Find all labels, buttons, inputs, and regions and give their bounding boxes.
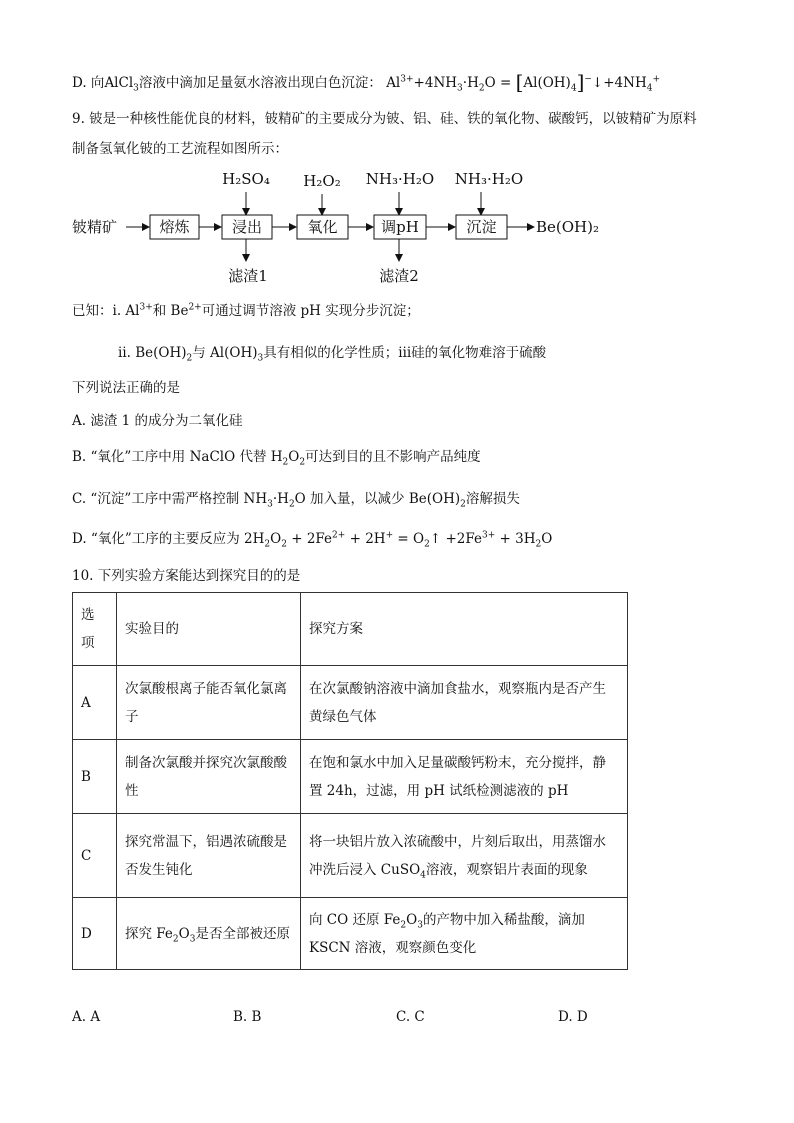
flow-reagent-precip: NH₃·H₂O — [454, 170, 524, 188]
header-option: 选 项 — [73, 593, 117, 666]
flow-reagent-oxidize: H₂O₂ — [303, 172, 341, 190]
table-header-row — [73, 593, 628, 666]
q9-option-b: B. “氧化”工序中用 NaClO 代替 $H_2O_2$可达到目的且不影响产品纯度 — [72, 449, 481, 468]
flow-step-2: 浸出 — [231, 218, 263, 236]
q10-stem: 10. 下列实验方案能达到探究目的的是 — [72, 568, 301, 584]
answer-option-c: C. C — [396, 1009, 425, 1025]
known-condition-1: 已知：ⅰ. $Al^{3+}$和 $Be^{2+}$可通过调节溶液 pH 实现分步沉淀； — [72, 302, 420, 319]
flow-step-5: 沉淀 — [466, 218, 497, 236]
known-condition-2: ⅱ. $Be(OH)_2$与 $Al(OH)_3$具有相似的化学性质；ⅲ硅的氧化物难溶于硫酸 — [118, 345, 547, 364]
q9-question: 下列说法正确的是 — [72, 380, 180, 396]
q9-option-a: A. 滤渣 1 的成分为二氧化硅 — [72, 413, 243, 429]
flow-residue-2: 滤渣2 — [379, 267, 419, 285]
process-flow-diagram — [0, 160, 794, 290]
table-row: B 制备次氯酸并探究次氯酸酸 性 在饱和氯水中加入足量碳酸钙粉末，充分搅拌，静 置 24h，过滤，用 pH 试纸检测滤液的 pH — [73, 740, 628, 814]
flow-start-label: 铍精矿 — [72, 218, 118, 236]
answer-option-b: B. B — [233, 1009, 262, 1025]
flow-residue-1: 滤渣1 — [228, 267, 268, 285]
flow-end-label: Be(OH)₂ — [536, 218, 599, 236]
flow-step-3: 氧化 — [307, 218, 338, 236]
header-purpose: 实验目的 — [117, 593, 301, 666]
table-row: D 探究 $Fe_2O_3$是否全部被还原 向 CO 还原 $Fe_2O_3$的产物中加入稀盐酸，滴加 KSCN 溶液，观察颜色变化 — [73, 898, 628, 970]
flow-step-1: 熔炼 — [159, 218, 190, 236]
flow-reagent-adjust: NH₃·H₂O — [365, 170, 435, 188]
experiment-table — [72, 592, 628, 970]
table-row: A 次氯酸根离子能否氧化氯离 子 在次氯酸钠溶液中滴加食盐水，观察瓶内是否产生 黄绿色气体 — [73, 666, 628, 740]
q8-option-d: D. 向AlCl$_3$溶液中滴加足量氨水溶液出现白色沉淀： $Al^{3+}+4NH_3\cdot H_2O$ = $[Al(OH)_4]^-↓+4NH_4^+$ — [72, 70, 661, 94]
q9-stem-line1: 9. 铍是一种核性能优良的材料，铍精矿的主要成分为铍、铝、硅、铁的氧化物、碳酸钙，以铍精矿为原料 — [72, 111, 697, 127]
table-row: C 探究常温下，铝遇浓硫酸是 否发生钝化 将一块铝片放入浓硫酸中，片刻后取出，用蒸馏水 冲洗后浸入 CuSO$_4$溶液，观察铝片表面的现象 — [73, 814, 628, 898]
q9-option-d: D. “氧化”工序的主要反应为 $2H_2O_2 + 2Fe^{2+} + 2H^+$ = $O_2↑ +2Fe^{3+} + 3H_2O$ — [72, 530, 553, 550]
header-plan: 探究方案 — [301, 593, 628, 666]
answer-option-a: A. A — [72, 1009, 101, 1025]
flow-step-4: 调pH — [381, 218, 419, 236]
q9-stem-line2: 制备氢氧化铍的工艺流程如图所示： — [72, 141, 288, 157]
flow-reagent-leach: H₂SO₄ — [222, 170, 270, 188]
answer-option-d: D. D — [558, 1009, 588, 1025]
q9-option-c: C. “沉淀”工序中需严格控制 $NH_3\cdot H_2O$ 加入量，以减少 $Be(OH)_2$溶解损失 — [72, 491, 520, 510]
